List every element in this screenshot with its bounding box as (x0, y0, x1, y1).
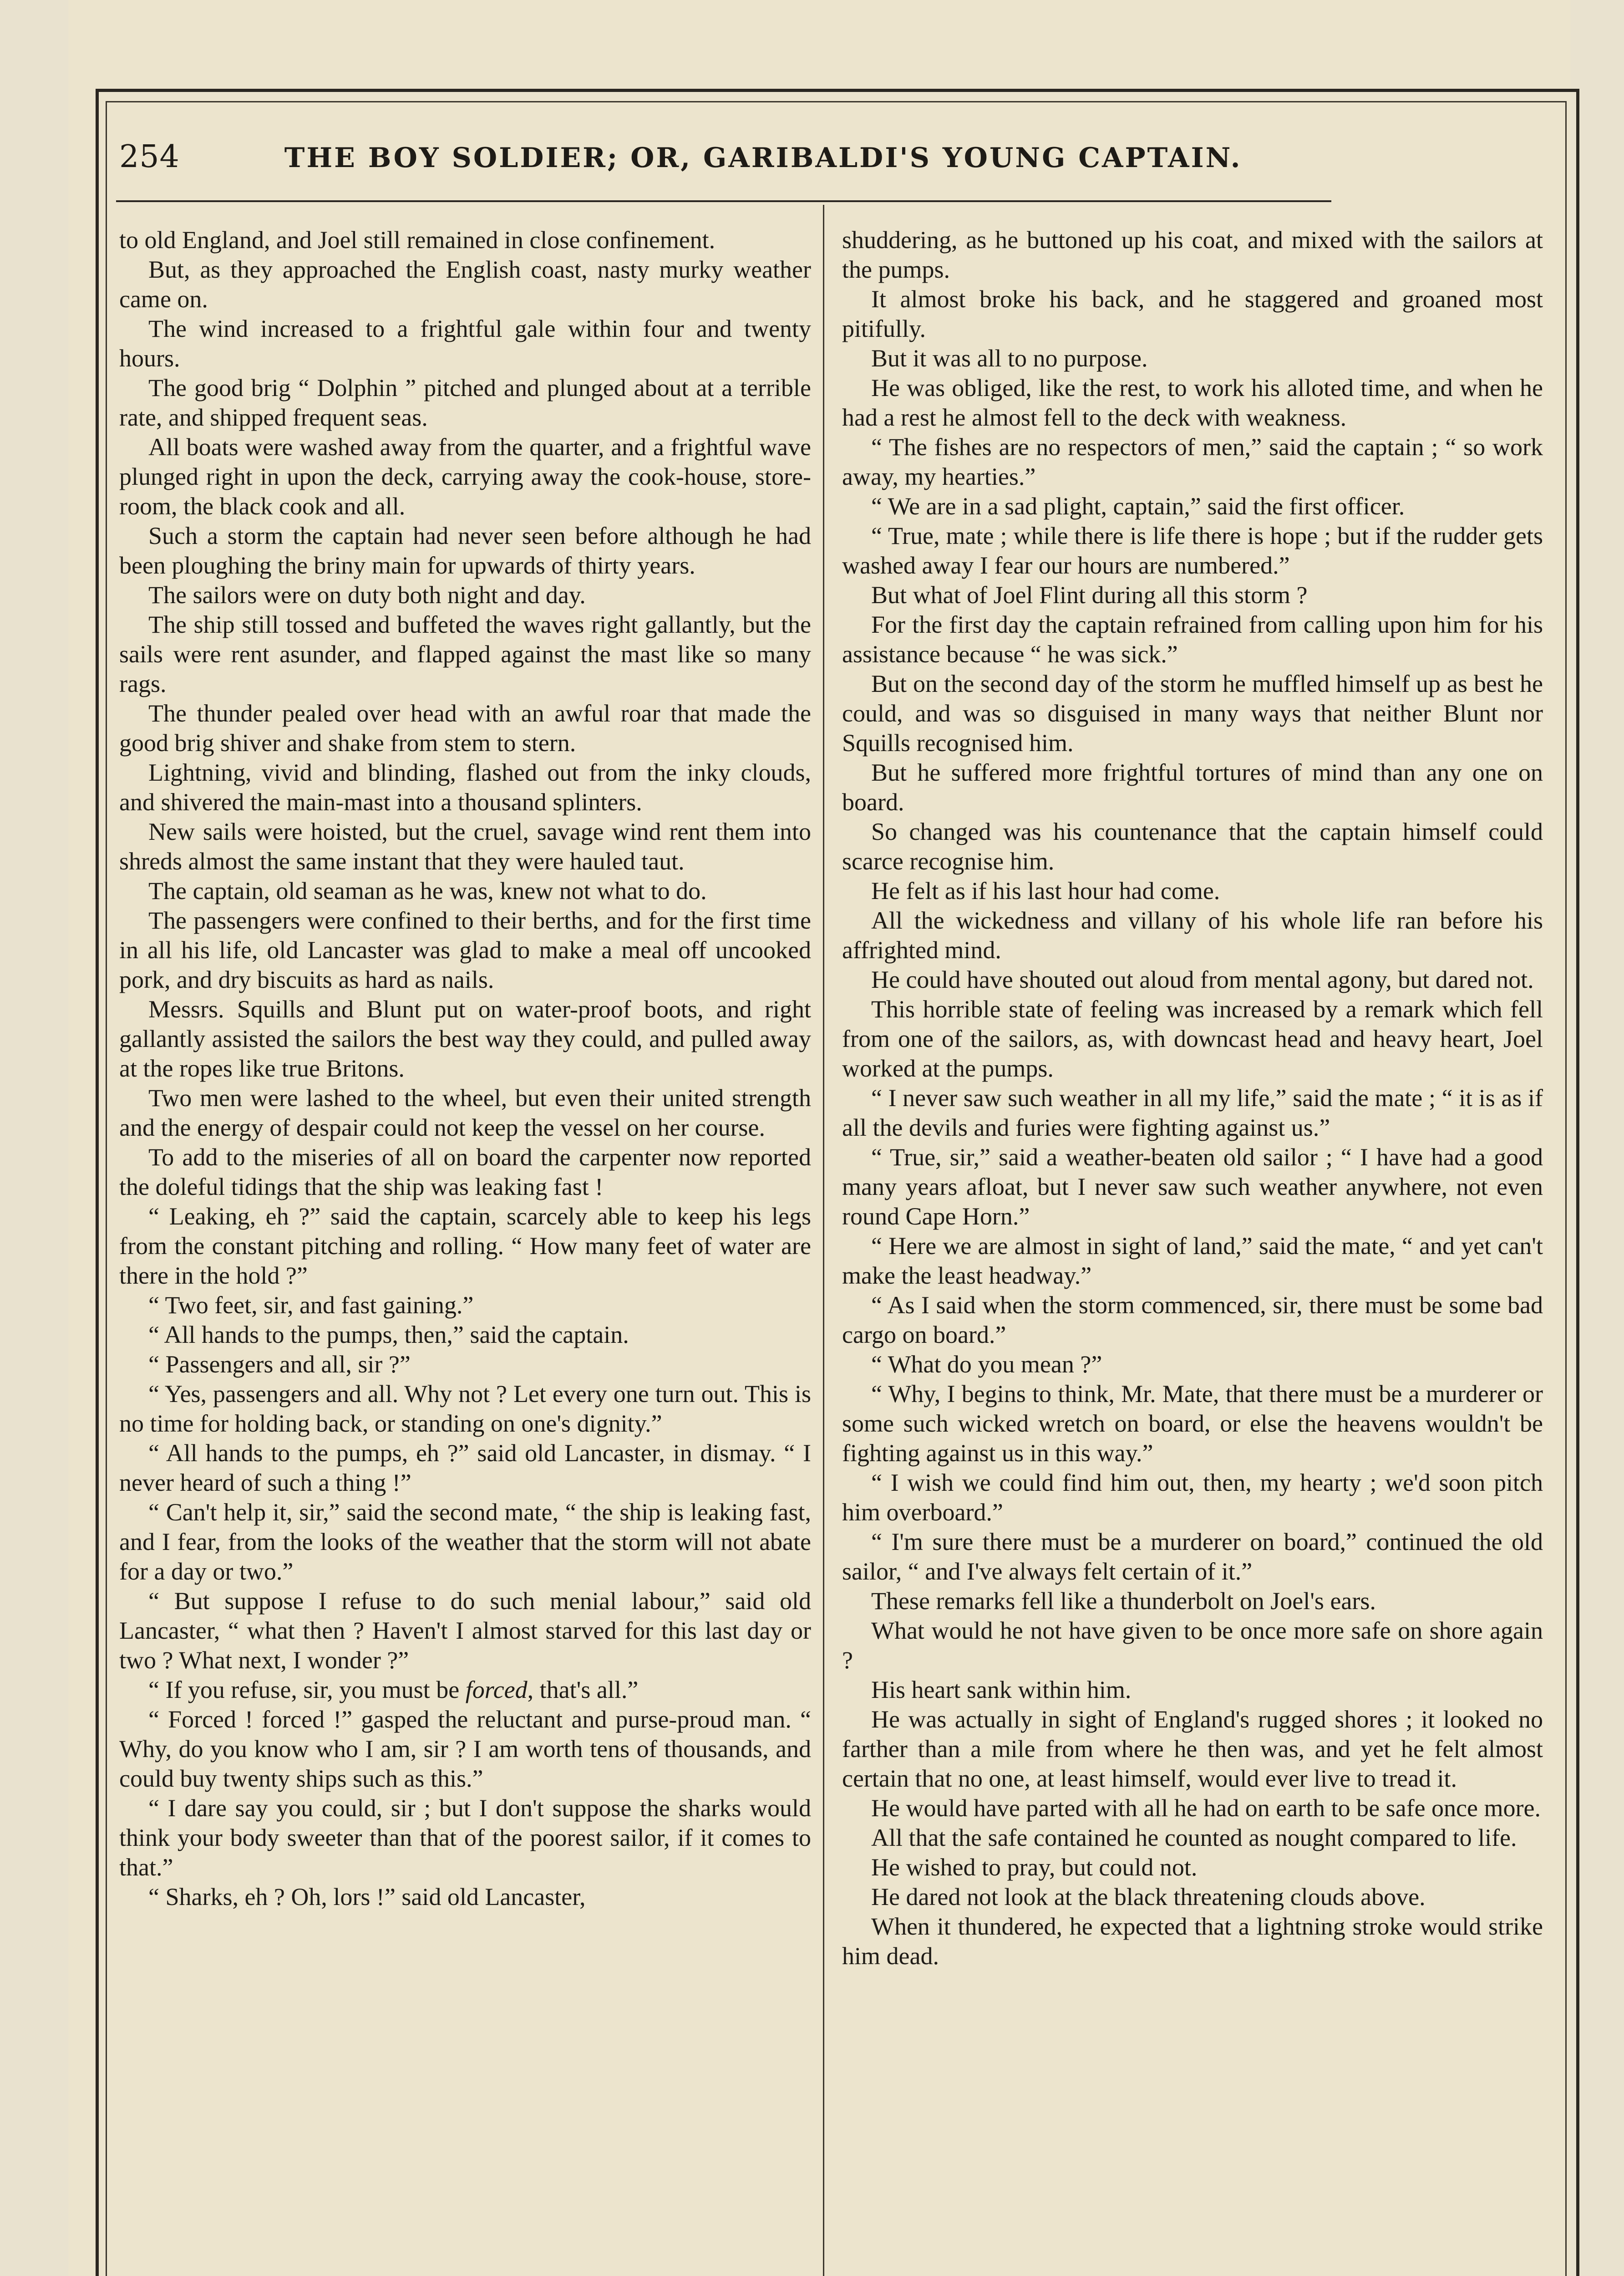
paragraph: “ We are in a sad plight, captain,” said the first officer. (871, 493, 1405, 520)
paragraph: But, as they approached the English coast, nasty murky weather came on. (119, 256, 811, 313)
paragraph: His heart sank within him. (871, 1676, 1132, 1703)
paragraph: But on the second day of the storm he muffled himself up as best he could, and was so disguised in many ways that neither Blunt nor Squills recognised him. (842, 670, 1543, 757)
paragraph: “ I never saw such weather in all my life,” said the mate ; “ it is as if all the devils and furies were fighting against us.” (842, 1084, 1543, 1141)
paragraph: The thunder pealed over head with an awful roar that made the good brig shiver and shake from stem to stern. (119, 700, 811, 757)
paragraph: “ Two feet, sir, and fast gaining.” (148, 1291, 474, 1319)
paragraph: When it thundered, he expected that a lightning stroke would strike him dead. (842, 1913, 1543, 1970)
paragraph: Two men were lashed to the wheel, but even their united strength and the energy of despair could not keep the vessel on her course. (119, 1084, 811, 1141)
running-title: THE BOY SOLDIER; OR, GARIBALDI'S YOUNG CAPTAIN. (284, 142, 1242, 174)
paragraph: “ All hands to the pumps, eh ?” said old Lancaster, in dismay. “ I never heard of such a thing !” (119, 1439, 811, 1496)
paragraph: But it was all to no purpose. (871, 345, 1148, 372)
paragraph: “ Leaking, eh ?” said the captain, scarcely able to keep his legs from the constant pitching and rolling. “ How many feet of water are there in the hold ?” (119, 1203, 811, 1289)
paragraph: “ Why, I begins to think, Mr. Mate, that there must be a murderer or some such wicked wretch on board, or else the heavens wouldn't be fighting against us in this way.” (842, 1380, 1543, 1467)
paragraph: “ True, mate ; while there is life there is hope ; but if the rudder gets washed away I fear our hours are numbered.” (842, 522, 1543, 579)
paragraph: shuddering, as he buttoned up his coat, and mixed with the sailors at the pumps. (842, 226, 1543, 283)
paragraph: “ Passengers and all, sir ?” (148, 1351, 411, 1378)
paragraph: This horrible state of feeling was increased by a remark which fell from one of the sailors, as, with downcast head and heavy heart, Joel worked at the pumps. (842, 996, 1543, 1082)
paragraph: The wind increased to a frightful gale within four and twenty hours. (119, 315, 811, 372)
left-column (119, 225, 811, 1912)
paragraph: So changed was his countenance that the captain himself could scarce recognise him. (842, 818, 1543, 875)
paragraph: He wished to pray, but could not. (871, 1854, 1198, 1881)
paragraph: “ As I said when the storm commenced, sir, there must be some bad cargo on board.” (842, 1291, 1543, 1348)
paragraph: All the wickedness and villany of his whole life ran before his affrighted mind. (842, 907, 1543, 964)
paragraph: He was obliged, like the rest, to work his alloted time, and when he had a rest he almost fell to the deck with weakness. (842, 374, 1543, 431)
paragraph: The sailors were on duty both night and day. (148, 581, 586, 609)
right-column (842, 225, 1543, 1971)
paragraph: “ I'm sure there must be a murderer on board,” continued the old sailor, “ and I've always felt certain of it.” (842, 1528, 1543, 1585)
paragraph: The passengers were confined to their berths, and for the first time in all his life, old Lancaster was glad to make a meal off uncooked pork, and dry biscuits as hard as nails. (119, 907, 811, 993)
paragraph: The ship still tossed and buffeted the waves right gallantly, but the sails were rent asunder, and flapped against the mast like so many rags. (119, 611, 811, 697)
paragraph: to old England, and Joel still remained in close confinement. (119, 226, 716, 254)
paragraph: “ Forced ! forced !” gasped the reluctant and purse-proud man. “ Why, do you know who I am, sir ? I am worth tens of thousands, and could buy twenty ships such as this.” (119, 1706, 811, 1792)
paragraph: Lightning, vivid and blinding, flashed out from the inky clouds, and shivered the main-mast into a thousand splinters. (119, 759, 811, 816)
paragraph: He was actually in sight of England's rugged shores ; it looked no farther than a mile from where he then was, and yet he felt almost certain that no one, at least himself, would ever live to tread it. (842, 1706, 1543, 1792)
paragraph: “ I dare say you could, sir ; but I don't suppose the sharks would think your body sweeter than that of the poorest sailor, if it comes to that.” (119, 1794, 811, 1881)
paragraph: He felt as if his last hour had come. (871, 877, 1220, 904)
paragraph: It almost broke his back, and he staggered and groaned most pitifully. (842, 285, 1543, 342)
paragraph: All that the safe contained he counted as nought compared to life. (871, 1824, 1517, 1851)
paragraph: He would have parted with all he had on earth to be safe once more. (871, 1794, 1541, 1822)
paragraph: Such a storm the captain had never seen before although he had been ploughing the briny main for upwards of thirty years. (119, 522, 811, 579)
paragraph: “ But suppose I refuse to do such menial labour,” said old Lancaster, “ what then ? Haven't I almost starved for this last day or two ? What next, I wonder ?” (119, 1587, 811, 1674)
paragraph: These remarks fell like a thunderbolt on Joel's ears. (871, 1587, 1376, 1615)
page-header (119, 139, 1330, 193)
column-divider (823, 205, 824, 2276)
paragraph: The captain, old seaman as he was, knew not what to do. (148, 877, 707, 904)
paragraph: But he suffered more frightful tortures of mind than any one on board. (842, 759, 1543, 816)
paragraph: All boats were washed away from the quarter, and a frightful wave plunged right in upon the deck, carrying away the cook-house, store-room, the black cook and all. (119, 433, 811, 520)
paragraph: He could have shouted out aloud from mental agony, but dared not. (871, 966, 1534, 993)
header-rule (116, 200, 1331, 202)
paragraph: To add to the miseries of all on board the carpenter now reported the doleful tidings that the ship was leaking fast ! (119, 1143, 811, 1200)
paragraph: “ Here we are almost in sight of land,” said the mate, “ and yet can't make the least headway.” (842, 1232, 1543, 1289)
paragraph: For the first day the captain refrained from calling upon him for his assistance because “ he was sick.” (842, 611, 1543, 668)
paragraph: New sails were hoisted, but the cruel, savage wind rent them into shreds almost the same instant that they were hauled taut. (119, 818, 811, 875)
paragraph: “ What do you mean ?” (871, 1351, 1102, 1378)
paragraph: “ I wish we could find him out, then, my hearty ; we'd soon pitch him overboard.” (842, 1469, 1543, 1526)
paragraph: But what of Joel Flint during all this storm ? (871, 581, 1308, 609)
paragraph: He dared not look at the black threatening clouds above. (871, 1883, 1426, 1910)
paragraph: “ The fishes are no respectors of men,” said the captain ; “ so work away, my hearties.” (842, 433, 1543, 490)
paragraph: “ If you refuse, sir, you must be forced, that's all.” (148, 1676, 639, 1703)
paragraph: “ True, sir,” said a weather-beaten old sailor ; “ I have had a good many years afloat, but I never saw such weather anywhere, not even round Cape Horn.” (842, 1143, 1543, 1230)
paragraph: “ Yes, passengers and all. Why not ? Let every one turn out. This is no time for holding back, or standing on one's dignity.” (119, 1380, 811, 1437)
paragraph: “ Can't help it, sir,” said the second mate, “ the ship is leaking fast, and I fear, from the looks of the weather that the storm will not abate for a day or two.” (119, 1499, 811, 1585)
paragraph: The good brig “ Dolphin ” pitched and plunged about at a terrible rate, and shipped frequent seas. (119, 374, 811, 431)
page-number: 254 (119, 139, 180, 175)
paragraph: Messrs. Squills and Blunt put on water-proof boots, and right gallantly assisted the sailors the best way they could, and pulled away at the ropes like true Britons. (119, 996, 811, 1082)
paragraph: What would he not have given to be once more safe on shore again ? (842, 1617, 1543, 1674)
paragraph: “ All hands to the pumps, then,” said the captain. (148, 1321, 629, 1348)
emphasis: forced (465, 1676, 528, 1703)
paragraph: “ Sharks, eh ? Oh, lors !” said old Lancaster, (148, 1883, 586, 1910)
